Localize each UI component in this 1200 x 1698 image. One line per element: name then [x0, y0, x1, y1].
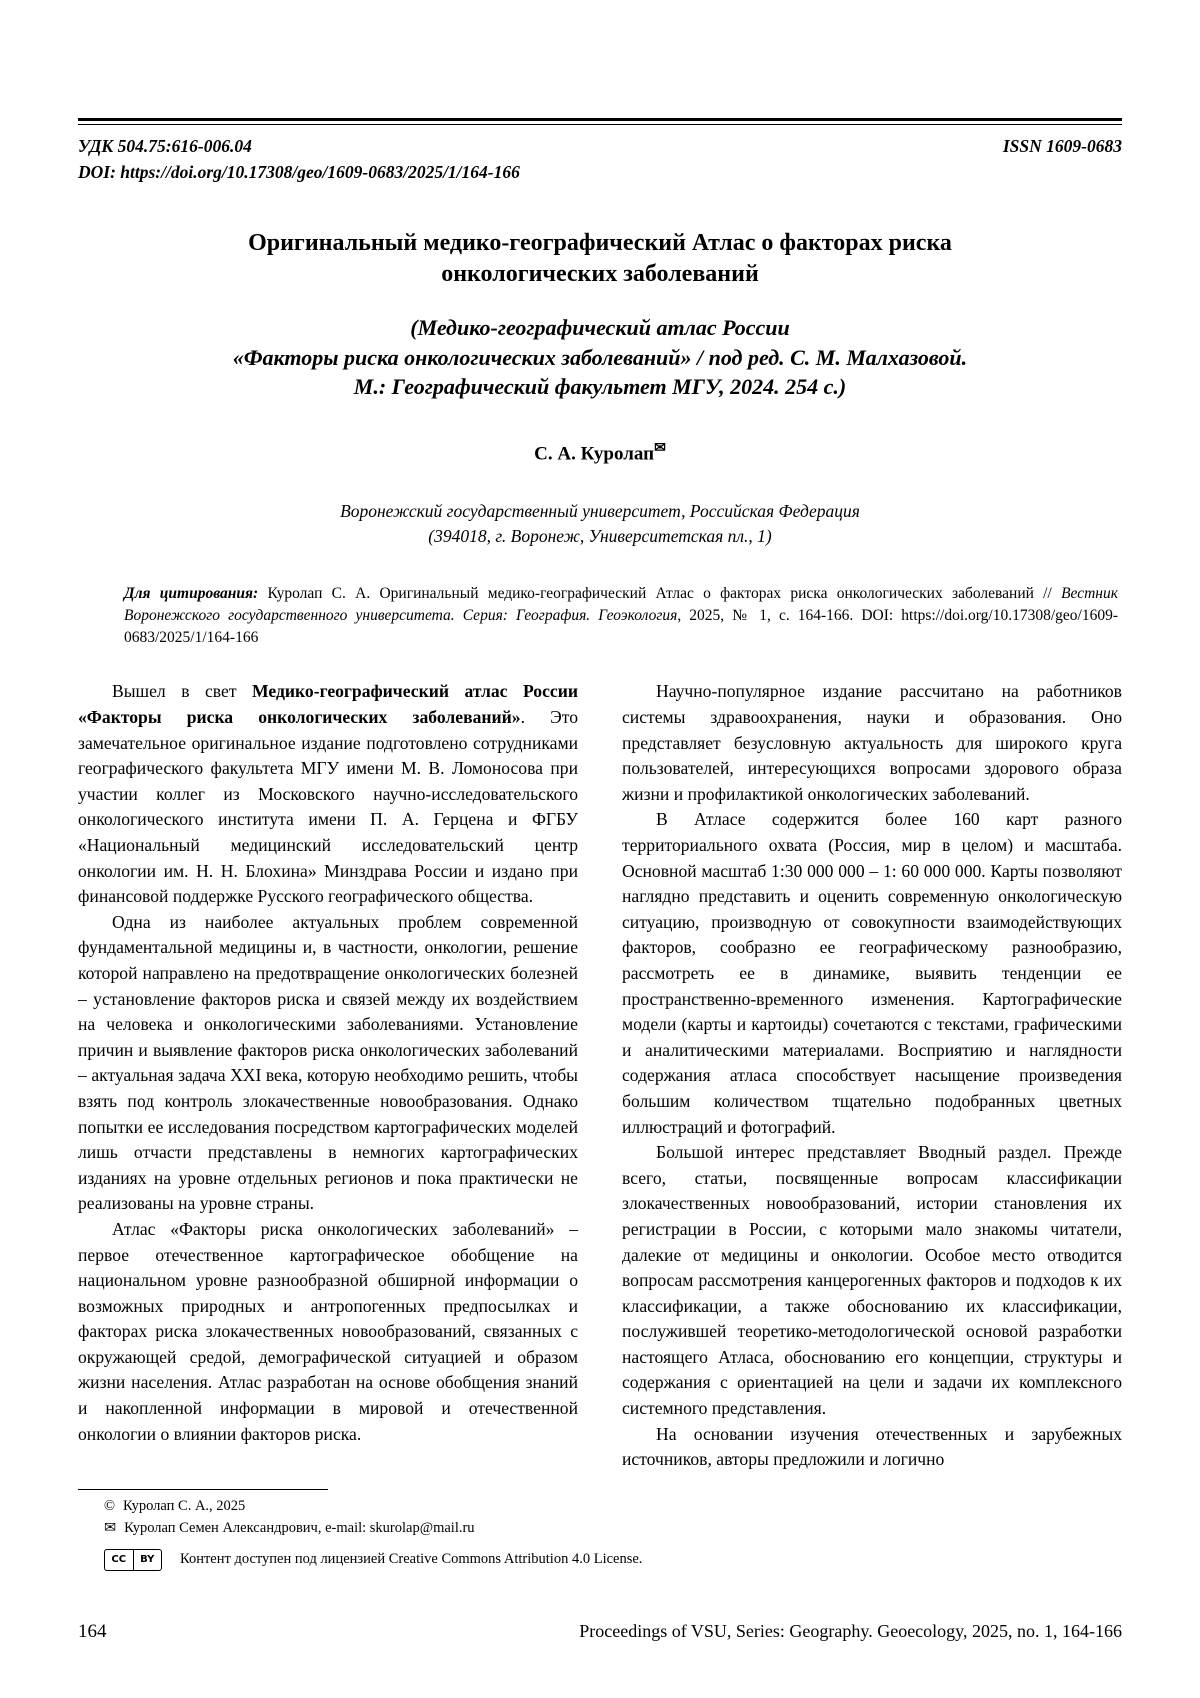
header-row	[78, 134, 1122, 159]
footnote-rule	[78, 1489, 328, 1490]
email-text: Куролап Семен Александрович, e-mail: skurolap@mail.ru	[124, 1519, 475, 1536]
title-line-1: Оригинальный медико-географический Атлас о факторах риска	[248, 229, 952, 256]
paragraph-bold: Медико-географический атлас России «Факторы риска онкологических заболеваний»	[78, 681, 578, 728]
citation-block	[78, 583, 1122, 650]
page-title	[78, 228, 1122, 291]
paragraph: Одна из наиболее актуальных проблем современной фундаментальной медицины и, в частности, онкологии, решение которой направлено на предотвращение онкологических болезней – установление факторов риска и связей между их воздействием на человека и онкологическими заболеваниями. Установление причин и выявление факторов риска онкологических заболеваний – актуальная задача XXI века, которую необходимо решить, чтобы взять под контроль злокачественные новообразования. Однако попытки ее исследования посредством картографических моделей лишь отчасти представлены в немногих картографических изданиях на уровне отдельных регионов и пока практически не реализованы на уровне страны.	[78, 911, 578, 1214]
license-row	[104, 1549, 1122, 1571]
author-affiliation	[78, 499, 1122, 549]
envelope-icon: ✉	[104, 1519, 117, 1536]
journal-footer-text: Proceedings of VSU, Series: Geography. Geoecology, 2025, no. 1, 164-166	[579, 1621, 1122, 1641]
page-subtitle	[78, 313, 1122, 401]
paragraph-rest: . Это замечательное оригинальное издание подготовлено сотрудниками географического факультета МГУ имени М. В. Ломоносова при участии коллег из Московского научно-исследовательского онкологического института имени П. А. Герцена и ФГБУ «Национальный медицинский исследовательский центр онкологии им. Н. Н. Блохина» Минздрава России и издано при финансовой поддержке Русского географического общества.	[78, 707, 578, 907]
udc-code: УДК 504.75:616-006.04	[78, 136, 252, 156]
cc-badge-right: BY	[140, 1554, 155, 1565]
paragraph-lead: Вышел в свет	[112, 681, 253, 702]
license-text: Контент доступен под лицензией Creative Commons Attribution 4.0 License.	[180, 1550, 643, 1567]
paragraph: Научно-популярное издание рассчитано на работников системы здравоохранения, науки и образования. Оно представляет безусловную актуальность для широкого круга пользователей, интересующихся вопросами здорового образа жизни и профилактикой онкологических заболеваний.	[622, 681, 1122, 804]
email-note	[104, 1518, 1122, 1540]
doi-line: DOI: https://doi.org/10.17308/geo/1609-0683/2025/1/164-166	[78, 162, 520, 183]
envelope-icon: ✉	[654, 440, 666, 456]
paragraph: Атлас «Факторы риска онкологических заболеваний» – первое отечественное картографическое обобщение на национальном уровне разнообразной обширной информации о возможных природных и антропогенных предпосылках и факторах риска злокачественных новообразований, связанных с окружающей средой, демографической ситуацией и образом жизни населения. Атлас разработан на основе обобщения знаний и накопленной информации в мировой и отечественной онкологии о влиянии факторов риска.	[78, 1218, 578, 1444]
copyright-icon: ©	[104, 1498, 116, 1514]
citation-label: Для цитирования:	[124, 584, 259, 602]
article-content	[78, 118, 1122, 1473]
issn-code: ISSN 1609-0683	[1002, 136, 1122, 156]
affiliation-line-2: (394018, г. Воронеж, Университетская пл., 1)	[428, 525, 772, 546]
subtitle-line-3: М.: Географический факультет МГУ, 2024. 254 с.)	[353, 374, 847, 400]
citation-text-2: , 2025, № 1, с. 164-166. DOI: https://doi.org/10.17308/geo/1609-0683/2025/1/164-166	[124, 606, 1118, 647]
paragraph: На основании изучения отечественных и зарубежных источников, авторы предложили и логично	[622, 1423, 1122, 1470]
author-label: С. А. Куролап	[534, 442, 655, 464]
citation-journal: Вестник Воронежского государственного университета. Серия: География. Геоэкология	[124, 584, 1118, 624]
footnotes-block	[78, 1489, 1122, 1571]
citation-text-1: Куролап С. А. Оригинальный медико-географический Атлас о факторах риска онкологических заболеваний //	[258, 584, 1062, 602]
header-rule	[78, 118, 1122, 125]
page-number: 164	[78, 1621, 107, 1642]
left-column	[78, 679, 578, 1472]
cc-badge-left: CC	[105, 1550, 134, 1570]
affiliation-line-1: Воронежский государственный университет, Российская Федерация	[340, 500, 860, 521]
paragraph: В Атласе содержится более 160 карт разного территориального охвата (Россия, мир в целом) и масштаба. Основной масштаб 1:30 000 000 – 1: 60 000 000. Карты позволяют наглядно представить и оценить современную онкологическую ситуацию, производную от совокупности взаимодействующих факторов, сообразно ее географическому разнообразию, рассмотреть ее в динамике, выявить тенденции ее пространственно-временного изменения. Картографические модели (карты и картоиды) сочетаются с текстами, графическими и аналитическими материалами. Восприятию и наглядности содержания атласа способствует насыщение произведения большим количеством тщательно подобранных цветных иллюстраций и фотографий.	[622, 809, 1122, 1137]
subtitle-line-2: «Факторы риска онкологических заболеваний» / под ред. С. М. Малхазовой.	[232, 344, 968, 370]
title-line-2: онкологических заболеваний	[441, 261, 759, 288]
body-columns	[78, 679, 1122, 1472]
page-footer	[78, 1621, 1122, 1643]
copyright-text: Куролап С. А., 2025	[123, 1498, 246, 1514]
copyright-note	[104, 1496, 1122, 1518]
right-column	[622, 679, 1122, 1472]
author-name	[78, 440, 1122, 465]
subtitle-line-1: (Медико-географический атлас России	[410, 315, 790, 341]
paragraph: Большой интерес представляет Вводный раздел. Прежде всего, статьи, посвященные вопросам классификации злокачественных новообразований, истории становления их регистрации в России, с которыми мало знакомы читатели, далекие от медицины и онкологии. Особое место отводится вопросам рассмотрения канцерогенных факторов и подходов к их классификации, а также обоснованию их классификации, послужившей теоретико-методологической основой разработки настоящего Атласа, обоснованию его концепции, структуры и содержания с ориентацией на цели и задачи их комплексного системного представления.	[622, 1142, 1122, 1419]
paragraph	[78, 679, 578, 909]
creative-commons-icon	[104, 1549, 162, 1571]
